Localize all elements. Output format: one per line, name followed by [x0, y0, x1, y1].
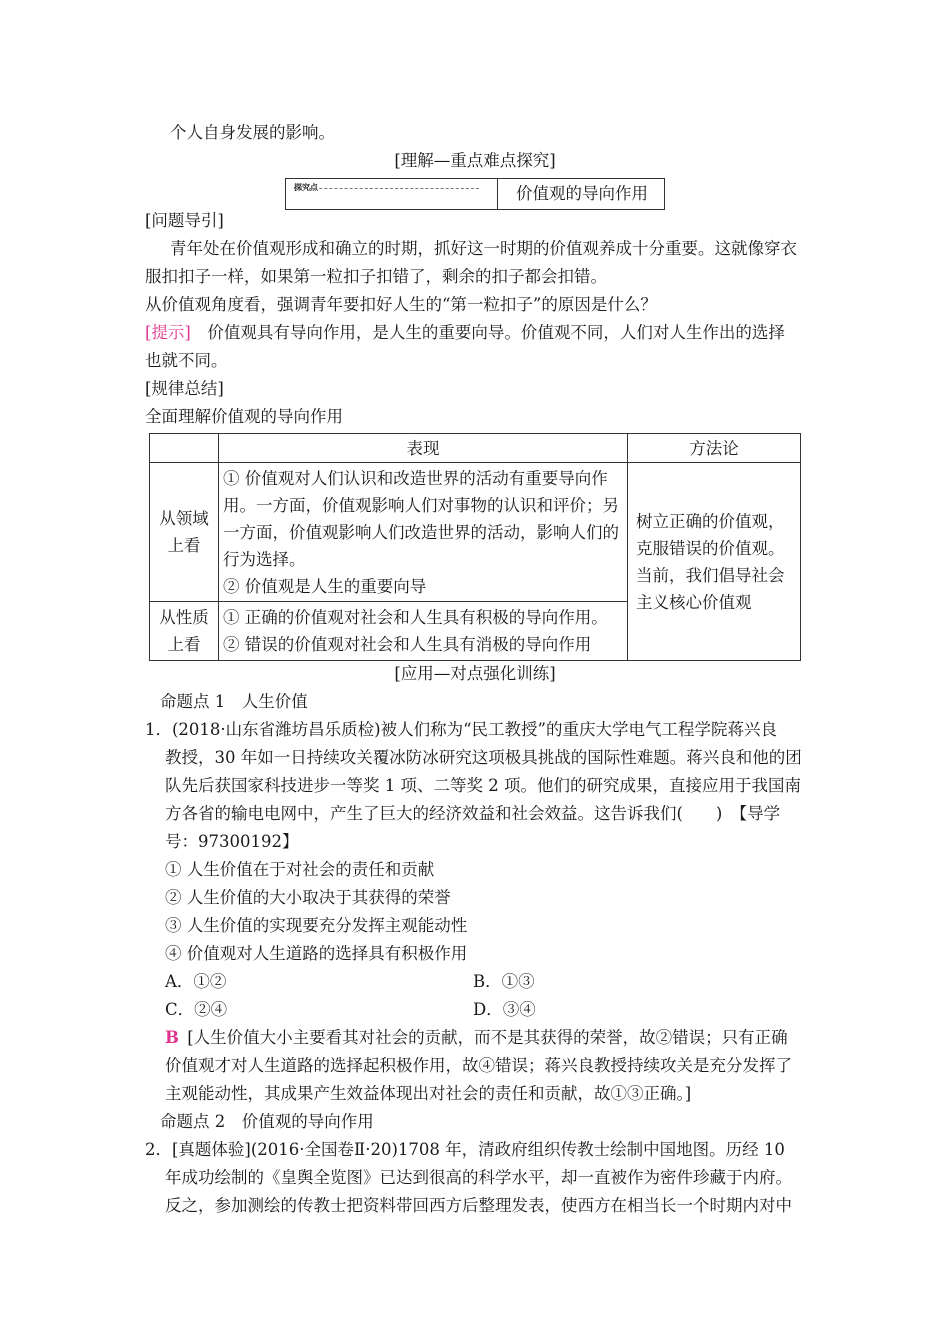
q1-line: 队先后获国家科技进步一等奖 1 项、二等奖 2 项。他们的研究成果，直接应用于我国南	[165, 776, 801, 795]
q1-answer-line: 主观能动性，其成果产生效益体现出对社会的责任和贡献，故①③正确。]	[165, 1084, 692, 1103]
explore-box	[285, 178, 665, 210]
topic-2: 命题点 2 价值观的导向作用	[160, 1112, 374, 1131]
q1-statement: ④ 价值观对人生道路的选择具有积极作用	[165, 944, 468, 963]
question-guide-label: [问题导引]	[145, 211, 224, 230]
q1-answer-line	[165, 1024, 788, 1051]
option-d: D．③④	[473, 1000, 536, 1019]
table-header-blank	[150, 434, 219, 463]
hint-text-cont: 也就不同。	[145, 351, 228, 370]
q1-line: 方各省的输电电网中，产生了巨大的经济效益和社会效益。这告诉我们( ) 【导学	[165, 804, 781, 823]
q1-answer-line: 价值观才对人生道路的选择起积极作用，故④错误；蒋兴良教授持续攻关是充分发挥了	[165, 1056, 792, 1075]
hint-label: [提示]	[145, 323, 191, 342]
section-heading-understand: [理解—重点难点探究]	[394, 151, 556, 170]
answer-letter: B	[165, 1028, 179, 1047]
cell-text: ① 价值观对人们认识和改造世界的活动有重要导向作用。一方面，价值观影响人们对事物的认识和评价；另一方面，价值观影响人们改造世界的活动，影响人们的行为选择。	[223, 468, 619, 569]
question-text-line: 青年处在价值观形成和确立的时期，抓好这一时期的价值观养成十分重要。这就像穿衣	[170, 239, 797, 258]
table-header-performance: 表现	[219, 434, 628, 463]
q2-line: 反之，参加测绘的传教士把资料带回西方后整理发表，使西方在相当长一个时期内对中	[165, 1196, 792, 1215]
q1-statement: ② 人生价值的大小取决于其获得的荣誉	[165, 888, 451, 907]
cell-text: ① 正确的价值观对社会和人生具有积极的导向作用。	[223, 608, 608, 627]
q2-line: 2．[真题体验](2016·全国卷Ⅱ·20)1708 年，清政府组织传教士绘制中国地图。历经 10	[145, 1140, 785, 1159]
question-text-line: 从价值观角度看，强调青年要扣好人生的“第一粒扣子”的原因是什么？	[145, 295, 657, 314]
answer-text: [人生价值大小主要看其对社会的贡献，而不是其获得的荣誉，故②错误；只有正确	[187, 1028, 788, 1047]
summary-table	[149, 433, 801, 661]
divider	[294, 188, 479, 189]
q1-line: 1．(2018·山东省潍坊昌乐质检)被人们称为“民工教授”的重庆大学电气工程学院蒋兴良	[145, 720, 777, 739]
row-domain-performance	[219, 463, 628, 602]
rule-summary-label: [规律总结]	[145, 379, 224, 398]
divider	[497, 179, 498, 209]
question-text-line: 服扣扣子一样，如果第一粒扣子扣错了，剩余的扣子都会扣错。	[145, 267, 607, 286]
hint-line	[145, 319, 785, 346]
q2-line: 年成功绘制的《皇舆全览图》已达到很高的科学水平，却一直被作为密件珍藏于内府。	[165, 1168, 792, 1187]
row-label-domain: 从领域上看	[150, 463, 219, 602]
hint-text: 价值观具有导向作用，是人生的重要向导。价值观不同，人们对人生作出的选择	[207, 323, 785, 342]
section-heading-apply: [应用—对点强化训练]	[394, 664, 556, 683]
q1-statement: ① 人生价值在于对社会的责任和贡献	[165, 860, 435, 879]
row-nature-performance	[219, 602, 628, 661]
cell-text: ② 价值观是人生的重要向导	[223, 576, 427, 596]
method-cell: 树立正确的价值观，克服错误的价值观。当前，我们倡导社会主义核心价值观	[628, 463, 801, 661]
option-a: A．①②	[165, 972, 227, 991]
explore-title: 价值观的导向作用	[516, 184, 648, 203]
option-c: C．②④	[165, 1000, 228, 1019]
explore-tag: 探究点	[294, 183, 318, 192]
row-label-nature: 从性质上看	[150, 602, 219, 661]
q1-statement: ③ 人生价值的实现要充分发挥主观能动性	[165, 916, 468, 935]
q1-line: 教授，30 年如一日持续攻关覆冰防冰研究这项极具挑战的国际性难题。蒋兴良和他的团	[165, 748, 802, 767]
topic-1: 命题点 1 人生价值	[160, 692, 308, 711]
intro-tail: 个人自身发展的影响。	[170, 123, 335, 142]
table-header-method: 方法论	[628, 434, 801, 463]
table-title: 全面理解价值观的导向作用	[145, 407, 343, 426]
option-b: B．①③	[473, 972, 535, 991]
cell-text: ② 错误的价值观对社会和人生具有消极的导向作用	[223, 635, 592, 654]
q1-line: 号：97300192】	[165, 832, 299, 851]
